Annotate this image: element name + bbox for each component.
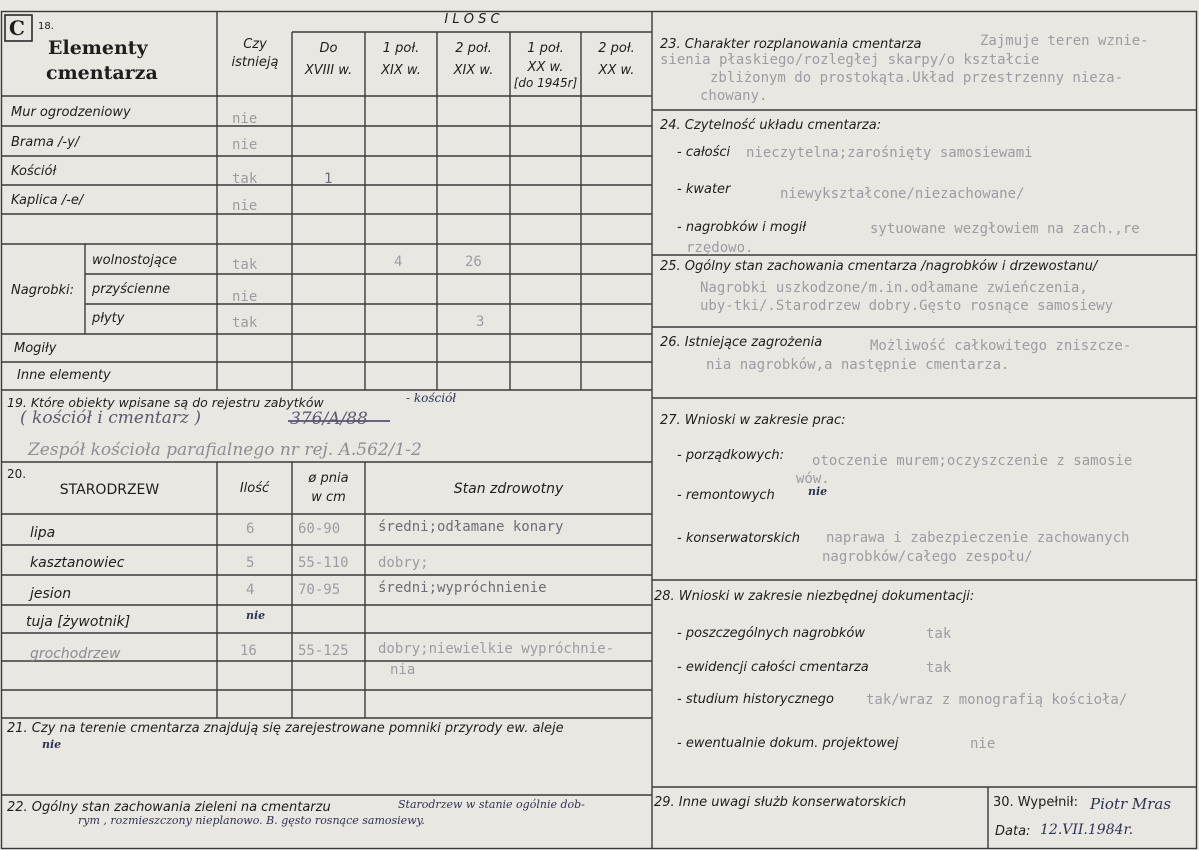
f24-nagrobkow-value: sytuowane wezgłowiem na zach.,re [870,221,1140,237]
f21-answer: nie [42,738,62,751]
period-5-l2: XX w. [598,63,635,78]
f28-r4-label: - ewentualnie dokum. projektowej [677,736,899,751]
nagrobki-plyty-xix2: 3 [476,314,485,330]
f30-date-label: Data: [995,824,1031,839]
nagrobki-plyty-exists: tak [232,315,258,331]
f20-row1-pien: 60-90 [298,521,341,537]
f28-r3-label: - studium historycznego [677,692,834,707]
f24-calosci-label: - całości [677,145,731,160]
f19-handwritten-struck: 376/A/88 [290,409,368,429]
row-exists-kaplica: nie [232,198,258,214]
f20-row2-stan: dobry; [378,555,429,571]
f19-handwritten-paren: ( kościół i cmentarz ) [20,408,201,428]
f23-text-3: zbliżonym do prostokąta.Układ przestrzenny nieza- [710,70,1124,86]
col-czy-line2: istnieją [231,55,279,70]
f28-r2-label: - ewidencji całości cmentarza [677,660,869,675]
f28-r1-label: - poszczególnych nagrobków [677,626,865,641]
f23-text-1: Zajmuje teren wznie- [980,33,1149,49]
f20-row5-stan-cont: nia [390,662,416,678]
f22-handwritten-1: Starodrzew w stanie ogólnie dob- [398,798,585,811]
f22-label: 22. Ogólny stan zachowania zieleni na cmentarzu [7,800,331,815]
f20-row5-stan: dobry;niewielkie wypróchnie- [378,641,615,657]
row-label-kaplica: Kaplica /-e/ [11,193,84,208]
f19-label: 19. Które obiekty wpisane są do rejestru zabytków [7,395,324,410]
f20-title: STARODRZEW [59,482,160,498]
f20-row1-name: lipa [30,525,56,541]
f26-text-1: Możliwość całkowitego zniszcze- [870,338,1132,354]
period-3-l2: XIX w. [453,63,494,78]
f20-col-pnia-2: w cm [311,490,346,505]
f23-text-4: chowany. [700,88,768,104]
f29-label: 29. Inne uwagi służb konserwatorskich [654,795,907,810]
f25-text-1: Nagrobki uszkodzone/m.in.odłamane zwieńczenia, [700,280,1088,296]
period-4-l2: XX w. [527,60,564,75]
f27-rem-label: - remontowych [677,488,775,503]
f27-kons-label: - konserwatorskich [677,531,800,546]
f20-row5-ilosc: 16 [240,643,257,659]
f27-kons-value-1: naprawa i zabezpieczenie zachowanych [826,530,1130,546]
f24-calosci-value: nieczytelna;zarośnięty samosiewami [746,145,1033,161]
f27-label: 27. Wnioski w zakresie prac: [660,413,846,428]
f28-r3-value: tak/wraz z monografią kościoła/ [866,692,1128,708]
f20-row3-name: jesion [30,586,72,602]
nagrobki-wolnostojace-xix1: 4 [394,254,403,270]
f24-nagrobkow-value-2: rzędowo. [686,240,754,256]
f28-label: 28. Wnioski w zakresie niezbędnej dokumentacji: [654,589,975,604]
f24-label: 24. Czytelność układu cmentarza: [660,118,882,133]
f30-label: 30. Wypełnił: [993,795,1078,810]
f20-row2-pien: 55-110 [298,555,349,571]
period-4-l3: [do 1945r] [513,76,578,90]
f20-row1-stan: średni;odłamane konary [378,519,564,535]
f27-rem-value: nie [808,485,828,498]
f30-name: Piotr Mras [1090,795,1172,813]
nagrobki-label: Nagrobki: [11,283,75,298]
f20-row3-ilosc: 4 [246,582,255,598]
f20-row4-ilosc: nie [246,609,266,622]
field-number-18: 18. [38,21,54,32]
f27-kons-value-2: nagrobków/całego zespołu/ [822,549,1033,565]
period-1-l2: XVIII w. [304,63,353,78]
f20-col-pnia-1: ø pnia [308,471,349,486]
row-label-kosciol: Kościół [11,164,57,179]
f20-row4-name: tuja [żywotnik] [26,614,131,630]
period-4-l1: 1 poł. [527,41,564,56]
f30-date: 12.VII.1984r. [1040,822,1134,838]
f20-col-ilosc: Ilość [239,481,270,496]
ilosc-label: I L O S C [444,12,500,27]
nagrobki-przyscienne-label: przyścienne [92,282,171,297]
f24-nagrobkow-label: - nagrobków i mogił [677,220,807,235]
f21-label: 21. Czy na terenie cmentarza znajdują się zarejestrowane pomniki przyrody ew. aleje [7,721,564,736]
row-exists-brama: nie [232,137,258,153]
f20-row3-pien: 70-95 [298,582,341,598]
f20-row2-ilosc: 5 [246,555,255,571]
title-elementy: Elementy [48,37,148,59]
row-count-kosciol-xviii: 1 [324,171,333,187]
period-2-l2: XIX w. [381,63,421,78]
inne-elementy-label: Inne elementy [17,368,111,383]
f20-row1-ilosc: 6 [246,521,255,537]
nagrobki-wolnostojace-label: wolnostojące [92,253,177,268]
f24-kwater-value: niewykształcone/niezachowane/ [780,186,1025,202]
f19-pencil-register: Zespół kościoła parafialnego nr rej. A.562/1-2 [28,440,422,460]
f20-number: 20. [7,467,27,481]
f20-row5-pien: 55-125 [298,643,349,659]
row-exists-mur: nie [232,111,258,127]
title-cmentarza: cmentarza [46,62,158,84]
row-label-mur: Mur ogrodzeniowy [11,105,131,120]
row-label-brama: Brama /-y/ [11,135,80,150]
f19-handwritten-kosciol: - kościół [406,391,457,405]
nagrobki-wolnostojace-exists: tak [232,257,258,273]
row-exists-kosciol: tak [232,171,258,187]
f26-text-2: nia nagrobków,a następnie cmentarza. [706,357,1010,373]
period-2-l1: 1 poł. [382,41,420,56]
f20-row5-name: grochodrzew [30,646,121,662]
f27-porz-value-2: wów. [796,471,830,487]
nagrobki-plyty-label: płyty [92,311,125,326]
f23-label: 23. Charakter rozplanowania cmentarza [660,37,922,52]
f27-porz-label: - porządkowych: [677,448,784,463]
mogily-label: Mogiły [14,341,57,356]
nagrobki-przyscienne-exists: nie [232,289,258,305]
f27-porz-value-1: otoczenie murem;oczyszczenie z samosie [812,453,1133,469]
nagrobki-wolnostojace-xix2: 26 [465,254,482,270]
f22-handwritten-2: rym , rozmieszczony nieplanowo. B. gęsto rosnące samosiewy. [78,814,425,827]
f25-text-2: uby-tki/.Starodrzew dobry.Gęsto rosnące samosiewy [700,298,1114,314]
f23-text-2: sienia płaskiego/rozległej skarpy/o kształcie [660,52,1040,68]
f20-row3-stan: średni;wypróchnienie [378,580,547,596]
f20-row2-name: kasztanowiec [30,555,125,571]
period-5-l1: 2 poł. [598,41,635,56]
period-3-l1: 2 poł. [455,41,492,56]
period-1-l1: Do [319,41,338,56]
f20-col-stan: Stan zdrowotny [453,481,564,497]
f24-kwater-label: - kwater [677,182,731,197]
f28-r2-value: tak [926,660,952,676]
corner-letter: C [9,16,25,40]
f26-label: 26. Istniejące zagrożenia [660,335,823,350]
col-czy-line1: Czy [243,37,267,52]
f25-label: 25. Ogólny stan zachowania cmentarza /nagrobków i drzewostanu/ [660,259,1098,274]
f28-r4-value: nie [970,736,996,752]
f28-r1-value: tak [926,626,952,642]
